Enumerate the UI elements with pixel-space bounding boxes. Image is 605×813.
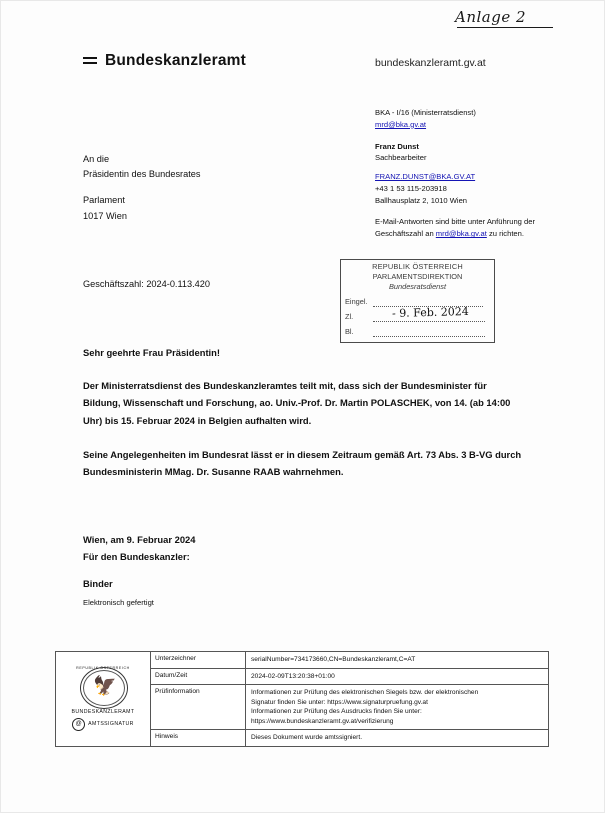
reply-note-suffix: zu richten. bbox=[486, 229, 524, 239]
stamp-received-date: - 9. Feb. 2024 bbox=[391, 304, 469, 321]
table-row bbox=[151, 685, 548, 730]
salutation: Sehr geehrte Frau Präsidentin! bbox=[83, 347, 221, 358]
reply-note-email[interactable]: mrd@bka.gv.at bbox=[435, 229, 487, 239]
website-url: bundeskanzleramt.gv.at bbox=[375, 57, 486, 69]
handwritten-underline bbox=[457, 27, 553, 28]
handwritten-annotation-text: Anlage 2 bbox=[455, 8, 527, 26]
recipient-line-2: Präsidentin des Bundesrates bbox=[83, 169, 201, 180]
closing-for-line: Für den Bundeskanzler: bbox=[83, 551, 190, 563]
received-stamp bbox=[340, 259, 495, 343]
closing-place-date: Wien, am 9. Februar 2024 bbox=[83, 534, 196, 545]
stamp-line-2: PARLAMENTSDIREKTION bbox=[372, 271, 463, 281]
signature-key-pruefinformation: Prüfinformation bbox=[151, 685, 246, 729]
seal-circle-text: REPUBLIK ÖSTERREICH bbox=[76, 665, 130, 670]
body-paragraph-2: Seine Angelegenheiten im Bundesrat lässt er in diesem Zeitraum gemäß Art. 73 Abs. 3 B-VG durch Bundesministerin MMag. Dr. Susanne RAAB wahrnehmen. bbox=[83, 449, 522, 478]
signature-value-unterzeichner: serialNumber=734173660,CN=Bundeskanzleramt,C=AT bbox=[251, 656, 416, 663]
recipient-address-block bbox=[83, 152, 200, 224]
amtssignatur-label: AMTSSIGNATUR bbox=[88, 721, 134, 728]
republik-oesterreich-seal-icon bbox=[76, 667, 130, 707]
sender-department-email[interactable]: mrd@bka.gv.at bbox=[375, 119, 427, 129]
table-row bbox=[151, 669, 548, 686]
stamp-line-3: Bundesratsdienst bbox=[388, 281, 447, 291]
closing-block bbox=[83, 531, 195, 592]
signature-value-datumzeit: 2024-02-09T13:20:38+01:00 bbox=[251, 672, 335, 680]
sender-phone: +43 1 53 115-203918 bbox=[375, 183, 447, 193]
amtssignatur-block bbox=[55, 651, 549, 747]
signature-value-pruefinformation bbox=[246, 685, 548, 729]
stamp-field-eingelangt-label: Eingel. bbox=[345, 296, 368, 306]
sender-department: BKA - I/16 (Ministerratsdienst) bbox=[375, 108, 476, 117]
reference-number: Geschäftszahl: 2024-0.113.420 bbox=[83, 279, 211, 289]
handwritten-annotation bbox=[455, 8, 553, 28]
recipient-line-3: Parlament bbox=[83, 195, 125, 206]
stamp-field-zl-label: Zl. bbox=[345, 311, 354, 321]
pruefinfo-line-1: Informationen zur Prüfung des elektronischen Siegels bzw. der elektronischen bbox=[251, 689, 479, 697]
pruefinfo-line-2: Signatur finden Sie unter: https://www.signaturpruefung.gv.at bbox=[251, 698, 428, 706]
eagle-icon: 🦅 bbox=[93, 675, 117, 697]
amtssignatur-table bbox=[151, 652, 548, 746]
bundeskanzleramt-logo-icon bbox=[83, 55, 97, 67]
stamp-line-1: REPUBLIK ÖSTERREICH bbox=[372, 262, 463, 271]
stamp-field-bl-label: Bl. bbox=[345, 326, 354, 336]
organization-name: Bundeskanzleramt bbox=[105, 52, 247, 69]
amtssignatur-badge-icon: @ bbox=[72, 718, 85, 731]
letterhead-logo bbox=[83, 52, 246, 70]
stamp-field-bl bbox=[345, 327, 490, 337]
signature-key-unterzeichner: Unterzeichner bbox=[151, 652, 246, 668]
reply-note-line1: E-Mail-Antworten sind bitte unter Anführung der bbox=[375, 217, 535, 227]
sender-name: Franz Dunst bbox=[375, 141, 419, 151]
recipient-line-4: 1017 Wien bbox=[83, 210, 127, 221]
sender-address: Ballhausplatz 2, 1010 Wien bbox=[375, 195, 468, 205]
body-paragraph-1: Der Ministerratsdienst des Bundeskanzleramtes teilt mit, dass sich der Bundesminister für Bildung, Wissenschaft und Forschung, ao. Univ.-Prof. Dr. Martin POLASCHEK, von 14. (ab 14:00 Uhr) bis 15. Februar 2024 in Belgien aufhalten wird. bbox=[83, 380, 511, 426]
table-row bbox=[151, 730, 548, 746]
sender-contact-block bbox=[375, 107, 570, 240]
table-row bbox=[151, 652, 548, 669]
signature-value-hinweis: Dieses Dokument wurde amtssigniert. bbox=[251, 734, 363, 742]
electronic-signature-note: Elektronisch gefertigt bbox=[83, 598, 154, 607]
pruefinfo-line-4: https://www.bundeskanzleramt.gv.at/verifizierung bbox=[251, 717, 394, 725]
sender-email[interactable]: FRANZ.DUNST@BKA.GV.AT bbox=[375, 172, 476, 182]
amtssignatur-seal-area bbox=[56, 652, 151, 746]
signature-key-datumzeit: Datum/Zeit bbox=[151, 669, 246, 685]
seal-label: BUNDESKANZLERAMT bbox=[71, 708, 135, 715]
signature-key-hinweis: Hinweis bbox=[151, 730, 246, 746]
reply-note-line2 bbox=[375, 228, 570, 240]
closing-signer: Binder bbox=[83, 577, 113, 589]
recipient-line-1: An die bbox=[83, 154, 110, 164]
pruefinfo-line-3: Informationen zur Prüfung des Ausdrucks finden Sie unter: bbox=[251, 708, 422, 716]
sender-role: Sachbearbeiter bbox=[375, 153, 427, 163]
reply-note-prefix: Geschäftszahl an bbox=[375, 229, 436, 239]
amtssignatur-row bbox=[72, 718, 134, 731]
